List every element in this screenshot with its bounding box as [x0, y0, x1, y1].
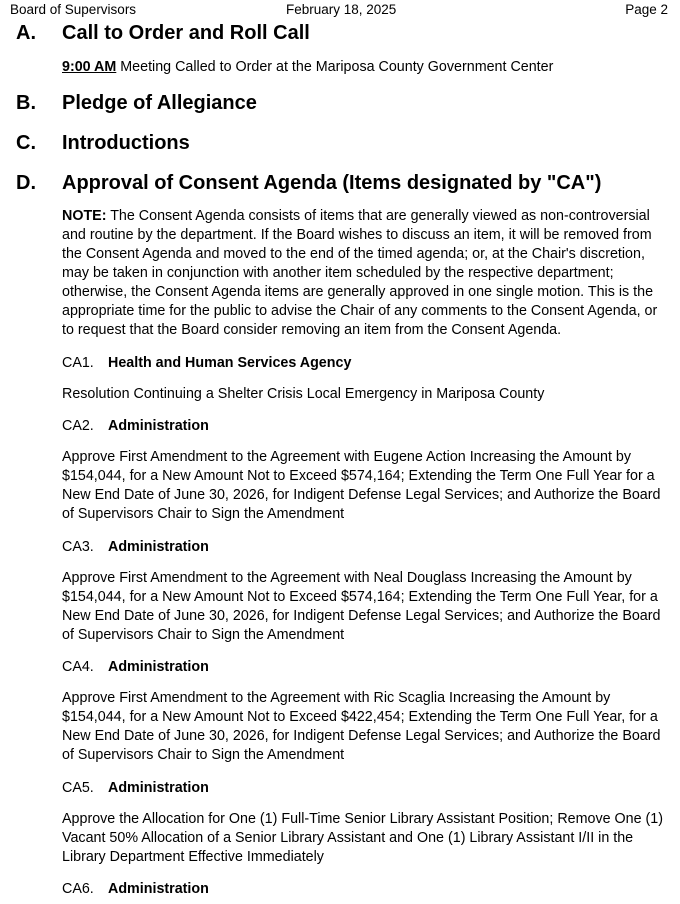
header-board-name: Board of Supervisors: [10, 2, 137, 17]
item-department: Administration: [108, 539, 209, 555]
item-department: Administration: [108, 659, 209, 675]
consent-item-description: Approve First Amendment to the Agreement with Eugene Action Increasing the Amount by $154,044, for a New Amount Not to Exceed $574,164; Extending the Term One Full Year for a New End Date of June 30, 2026, for Indigent Defense Legal Services; and Authorize the Board of Supervisors Chair to Sign the Amendment: [62, 449, 661, 522]
note-label: NOTE:: [62, 208, 107, 224]
call-to-order-line: [62, 58, 666, 77]
item-number: CA4.: [62, 659, 94, 675]
item-number: CA5.: [62, 780, 94, 796]
item-number: CA6.: [62, 881, 94, 897]
consent-item-heading: [62, 539, 209, 555]
consent-item-heading: [62, 418, 209, 434]
section-letter: B.: [16, 92, 36, 114]
meeting-time: 9:00 AM: [62, 59, 117, 75]
section-title: Pledge of Allegiance: [62, 92, 257, 114]
item-number: CA2.: [62, 418, 94, 434]
item-number: CA3.: [62, 539, 94, 555]
section-letter: D.: [16, 172, 36, 194]
consent-item-heading: [62, 780, 209, 796]
consent-item-heading: [62, 881, 209, 897]
consent-item-description: Approve First Amendment to the Agreement with Ric Scaglia Increasing the Amount by $154,044, for a New Amount Not to Exceed $422,454; Extending the Term One Full Year, for a New End Date of June 30, 2026, for Indigent Defense Legal Services; and Authorize the Board of Supervisors Chair to Sign the Amendment: [62, 690, 661, 763]
item-number: CA1.: [62, 355, 94, 371]
call-to-order-text: Meeting Called to Order at the Mariposa County Government Center: [116, 59, 554, 75]
item-department: Administration: [108, 780, 209, 796]
section-title: Call to Order and Roll Call: [62, 22, 310, 44]
item-department: Health and Human Services Agency: [108, 355, 352, 371]
section-letter: A.: [16, 22, 36, 44]
header-date: February 18, 2025: [286, 2, 397, 17]
section-title: Approval of Consent Agenda (Items designated by "CA"): [62, 172, 602, 194]
item-department: Administration: [108, 881, 209, 897]
section-letter: C.: [16, 132, 36, 154]
note-text: The Consent Agenda consists of items that are generally viewed as non-controversial and routine by the department. If the Board wishes to discuss an item, it will be removed from the Consent Agenda and moved to the end of the timed agenda; or, at the Chair's discretion, may be taken in conjunction with another item scheduled by the respective department; otherwise, the Consent Agenda items are generally approved in one single motion. This is the appropriate time for the public to advise the Chair of any comments to the Consent Agenda, or to request that the Board consider removing an item from the Consent Agenda.: [62, 208, 658, 338]
header-page-number: Page 2: [625, 2, 668, 17]
consent-item-heading: [62, 659, 209, 675]
consent-item-description: Approve First Amendment to the Agreement with Neal Douglass Increasing the Amount by $154,044, for a New Amount Not to Exceed $574,164; Extending the Term One Full Year, for a New End Date of June 30, 2026, for Indigent Defense Legal Services; and Authorize the Board of Supervisors Chair to Sign the Amendment: [62, 570, 661, 643]
consent-item-description: Resolution Continuing a Shelter Crisis Local Emergency in Mariposa County: [62, 386, 545, 402]
section-title: Introductions: [62, 132, 190, 154]
item-department: Administration: [108, 418, 209, 434]
consent-agenda-note: [62, 207, 666, 340]
consent-item-heading: [62, 355, 351, 371]
page-header: [10, 2, 668, 20]
consent-item-description: Approve the Allocation for One (1) Full-Time Senior Library Assistant Position; Remove One (1) Vacant 50% Allocation of a Senior Library Assistant and One (1) Library Assistant I/II in the Library Department Effective Immediately: [62, 811, 663, 865]
